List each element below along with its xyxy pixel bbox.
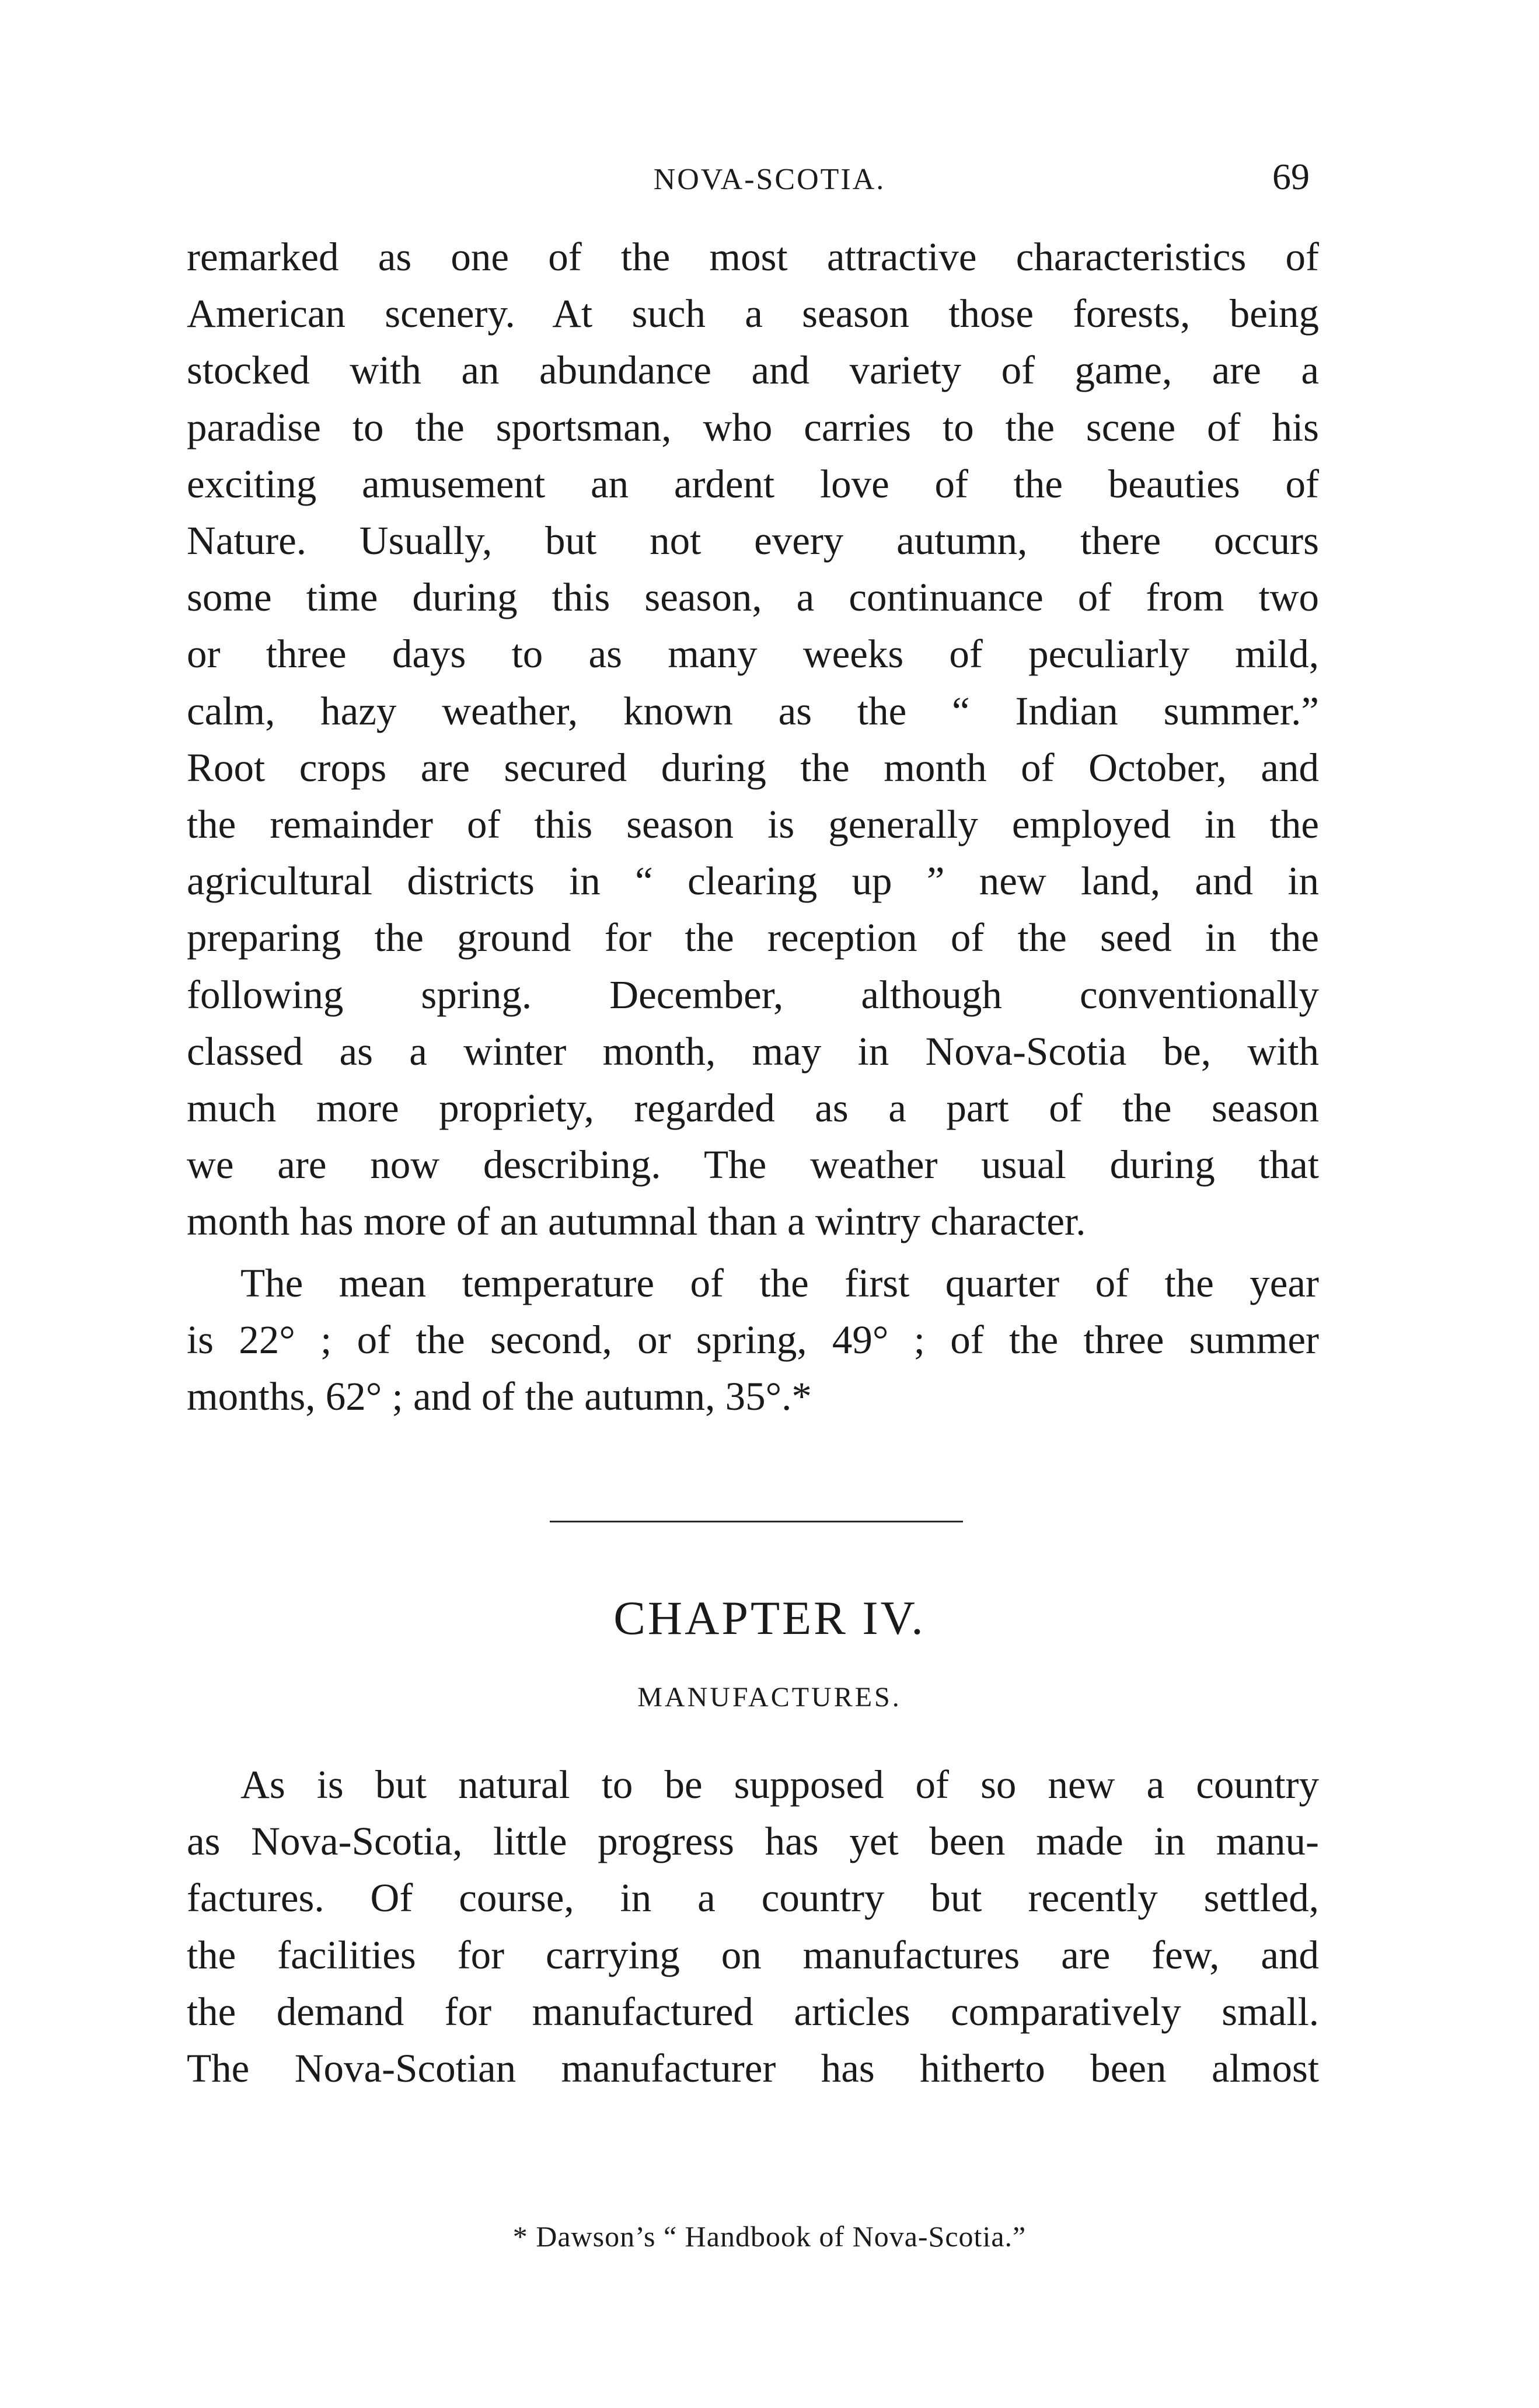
text-line: American scenery. At such a season those forests, being — [187, 291, 1319, 336]
text-line: remarked as one of the most attractive characteristics of — [187, 235, 1319, 279]
running-title: NOVA-SCOTIA. — [653, 163, 886, 196]
text-line: agricultural districts in “ clearing up ” new land, and in — [187, 859, 1319, 904]
text-line: following spring. December, although conventionally — [187, 972, 1319, 1017]
text-line: we are now describing. The weather usual during that — [187, 1142, 1319, 1187]
text-line: months, 62° ; and of the autumn, 35°.* — [187, 1374, 812, 1419]
text-line: is 22° ; of the second, or spring, 49° ; of the three summer — [187, 1318, 1319, 1362]
text-line: the demand for manufactured articles comparatively small. — [187, 1989, 1319, 2034]
text-line: preparing the ground for the reception of the seed in the — [187, 915, 1319, 960]
paragraph-manufactures — [187, 1757, 1319, 2097]
text-line: as Nova-Scotia, little progress has yet been made in manu- — [187, 1819, 1319, 1864]
chapter-subtitle: MANUFACTURES. — [637, 1682, 902, 1713]
text-line: some time during this season, a continuance of from two — [187, 575, 1319, 620]
text-line: classed as a winter month, may in Nova-Scotia be, with — [187, 1029, 1319, 1074]
text-line: much more propriety, regarded as a part of the season — [187, 1086, 1319, 1131]
paragraph-temperature — [187, 1255, 1319, 1426]
text-line: exciting amusement an ardent love of the beauties of — [187, 461, 1319, 506]
section-divider — [550, 1521, 963, 1522]
text-line: The mean temperature of the first quarter of the year — [240, 1261, 1319, 1305]
text-line: paradise to the sportsman, who carries to the scene of his — [187, 405, 1319, 449]
chapter-title: CHAPTER IV. — [613, 1591, 926, 1644]
paragraph-autumn — [187, 229, 1319, 1250]
text-line: Root crops are secured during the month of October, and — [187, 745, 1319, 790]
text-line: stocked with an abundance and variety of game, are a — [187, 348, 1319, 393]
text-line: calm, hazy weather, known as the “ Indian summer.” — [187, 688, 1319, 733]
text-line: factures. Of course, in a country but recently settled, — [187, 1876, 1319, 1921]
text-line: Nature. Usually, but not every autumn, there occurs — [187, 518, 1319, 563]
page-number: 69 — [1272, 156, 1310, 197]
text-line: or three days to as many weeks of peculiarly mild, — [187, 632, 1319, 677]
text-line: The Nova-Scotian manufacturer has hitherto been almost — [187, 2046, 1319, 2091]
text-line: the facilities for carrying on manufactures are few, and — [187, 1932, 1319, 1977]
text-line: month has more of an autumnal than a wintry character. — [187, 1199, 1086, 1244]
text-line: As is but natural to be supposed of so new a country — [240, 1762, 1319, 1807]
footnote: * Dawson’s “ Handbook of Nova-Scotia.” — [512, 2220, 1027, 2253]
running-head — [0, 156, 1539, 209]
text-line: the remainder of this season is generally employed in the — [187, 802, 1319, 847]
